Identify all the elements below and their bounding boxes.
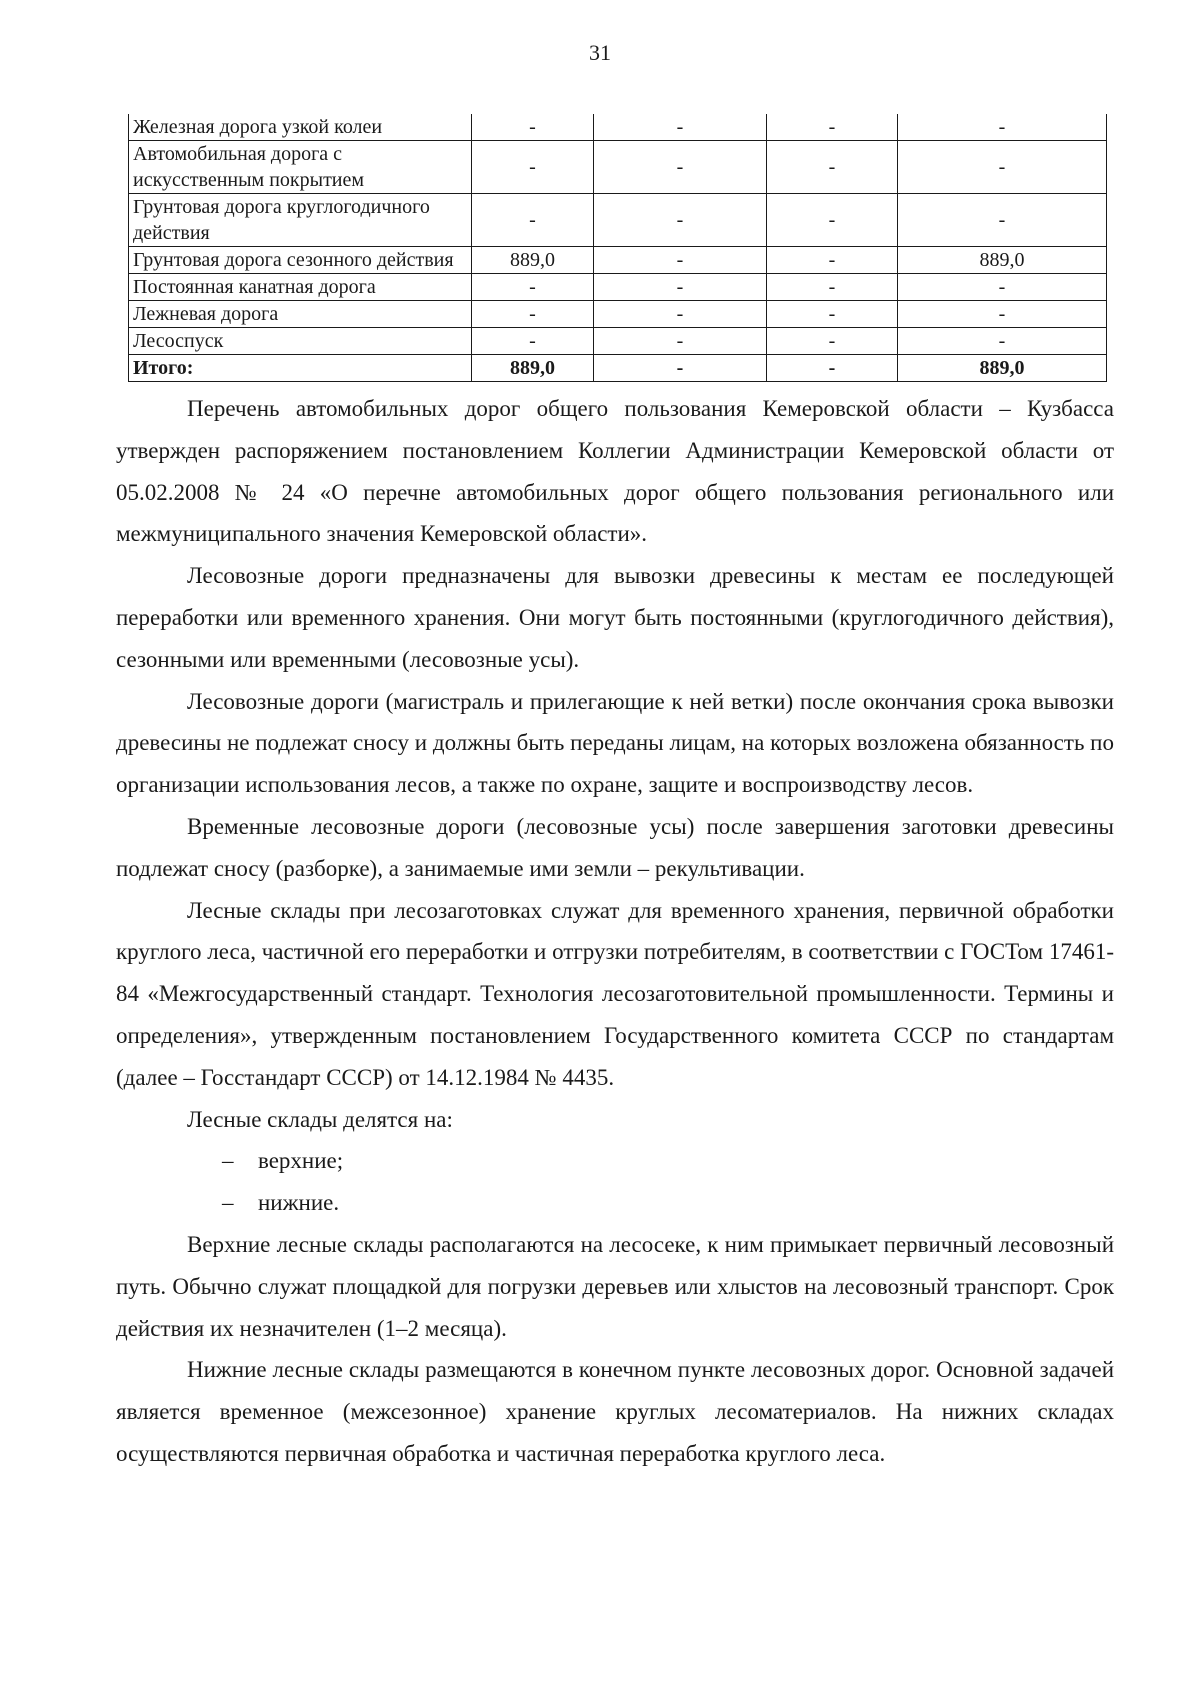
value-cell: - <box>767 355 898 382</box>
value-cell: - <box>767 247 898 274</box>
paragraph: Лесные склады делятся на: <box>187 1106 453 1132</box>
value-cell: - <box>594 141 767 194</box>
table-row <box>129 328 1107 355</box>
road-type-cell: Постоянная канатная дорога <box>129 274 472 301</box>
value-cell: - <box>594 274 767 301</box>
value-cell: - <box>767 301 898 328</box>
paragraph: Нижние лесные склады размещаются в конечном пункте лесовозных дорог. Основной задачей является временное (межсезонное) хранение круглых лесоматериалов. На нижних складах осуществляются первичная обработка и частичная переработка круглого леса. <box>116 1357 1114 1466</box>
roads-table <box>128 114 1107 382</box>
value-cell: - <box>898 194 1107 247</box>
list-item-text: верхние; <box>258 1148 344 1174</box>
value-cell: - <box>767 141 898 194</box>
list-dash: – <box>222 1148 234 1174</box>
document-text <box>116 388 1114 1475</box>
value-cell: - <box>594 301 767 328</box>
list-item-text: нижние. <box>258 1190 340 1216</box>
table-row <box>129 194 1107 247</box>
table-total-row <box>129 355 1107 382</box>
value-cell: - <box>898 328 1107 355</box>
value-cell: - <box>898 141 1107 194</box>
value-cell: - <box>767 328 898 355</box>
road-type-cell: Железная дорога узкой колеи <box>129 114 472 141</box>
value-cell: 889,0 <box>472 355 594 382</box>
value-cell: - <box>898 301 1107 328</box>
table-row <box>129 247 1107 274</box>
list-dash: – <box>222 1190 234 1216</box>
value-cell: 889,0 <box>898 247 1107 274</box>
value-cell: - <box>472 301 594 328</box>
page-number: 31 <box>589 40 611 65</box>
paragraph: Временные лесовозные дороги (лесовозные усы) после завершения заготовки древесины подлежат сносу (разборке), а занимаемые ими земли – рекультивации. <box>116 813 1114 881</box>
value-cell: - <box>767 114 898 141</box>
paragraph: Лесные склады при лесозаготовках служат для временного хранения, первичной обработки круглого леса, частичной его переработки и отгрузки потребителям, в соответствии с ГОСТом 17461-84 «Межгосударственный стандарт. Технология лесозаготовительной промышленности. Термины и определения», утвержденным постановлением Государственного комитета СССР по стандартам (далее – Госстандарт СССР) от 14.12.1984 № 4435. <box>116 897 1114 1090</box>
value-cell: 889,0 <box>898 355 1107 382</box>
value-cell: - <box>472 274 594 301</box>
value-cell: - <box>594 328 767 355</box>
table-row <box>129 114 1107 141</box>
paragraph: Лесовозные дороги предназначены для вывозки древесины к местам ее последующей переработки или временного хранения. Они могут быть постоянными (круглогодичного действия), сезонными или временными (лесовозные усы). <box>116 563 1114 672</box>
table-row <box>129 274 1107 301</box>
value-cell: - <box>594 247 767 274</box>
road-type-cell: Автомобильная дорога с искусственным покрытием <box>129 141 472 194</box>
value-cell: - <box>472 328 594 355</box>
total-label-cell: Итого: <box>129 355 472 382</box>
table-row <box>129 301 1107 328</box>
roads-table-body <box>129 114 1107 382</box>
value-cell: - <box>472 141 594 194</box>
road-type-cell: Лесоспуск <box>129 328 472 355</box>
list-item <box>116 1182 1114 1224</box>
value-cell: - <box>594 355 767 382</box>
paragraph: Лесовозные дороги (магистраль и прилегающие к ней ветки) после окончания срока вывозки древесины не подлежат сносу и должны быть переданы лицам, на которых возложена обязанность по организации использования лесов, а также по охране, защите и воспроизводству лесов. <box>116 688 1114 798</box>
value-cell: - <box>472 194 594 247</box>
value-cell: - <box>767 274 898 301</box>
value-cell: - <box>898 274 1107 301</box>
road-type-cell: Лежневая дорога <box>129 301 472 328</box>
road-type-cell: Грунтовая дорога круглогодичного действия <box>129 194 472 247</box>
value-cell: - <box>767 194 898 247</box>
table-row <box>129 141 1107 194</box>
value-cell: 889,0 <box>472 247 594 274</box>
paragraph: Перечень автомобильных дорог общего пользования Кемеровской области – Кузбасса утвержден распоряжением постановлением Коллегии Администрации Кемеровской области от 05.02.2008 № 24 «О перечне автомобильных дорог общего пользования регионального или межмуниципального значения Кемеровской области». <box>116 396 1114 547</box>
value-cell: - <box>594 114 767 141</box>
value-cell: - <box>472 114 594 141</box>
list-item <box>116 1140 1114 1182</box>
value-cell: - <box>594 194 767 247</box>
road-type-cell: Грунтовая дорога сезонного действия <box>129 247 472 274</box>
value-cell: - <box>898 114 1107 141</box>
paragraph: Верхние лесные склады располагаются на лесосеке, к ним примыкает первичный лесовозный путь. Обычно служат площадкой для погрузки деревьев или хлыстов на лесовозный транспорт. Срок действия их незначителен (1–2 месяца). <box>116 1231 1114 1341</box>
